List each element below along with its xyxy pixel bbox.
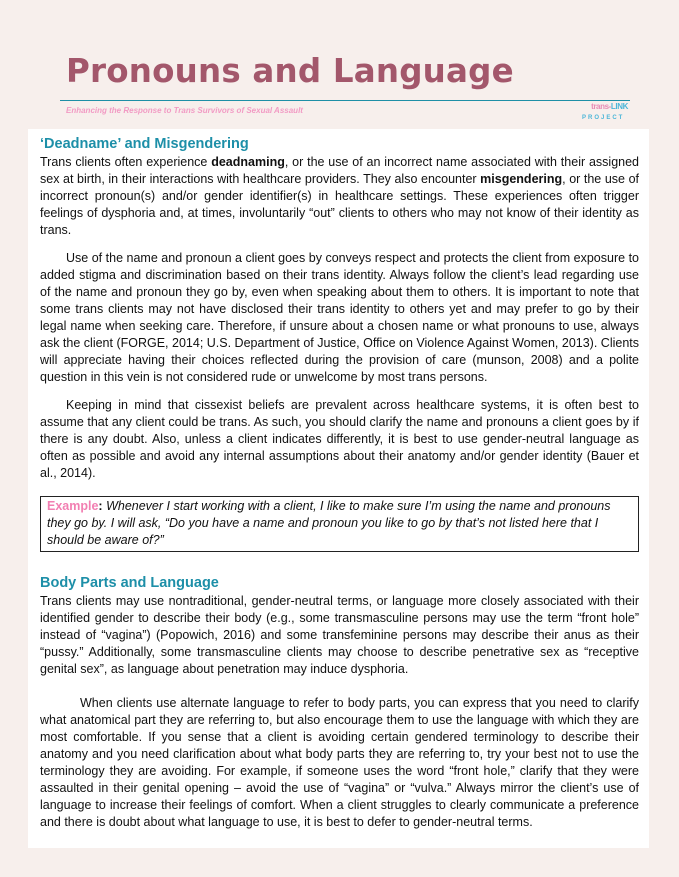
paragraph-alternate-language: When clients use alternate language to refer to body parts, you can express that you need to clarify what anatomical part they are referring to, but also encourage them to use the language with which they are most comfortable. If you sense that a client is avoiding certain gendered terminology to describe their anatomy and you need clarification about what body parts they are referring to, try your best not to use the terminology they are avoiding. For example, if someone uses the word “front hole,” clarify that they were assaulted in their genital opening – avoid the use of “vagina” or “vulva.” Always mirror the client’s use of language to increase their feelings of comfort. When a client struggles to clearly communicate a preference and there is doubt about what language to use, it is best to defer to gender-neutral terms. (40, 696, 639, 829)
term-deadnaming: deadnaming (211, 155, 285, 169)
page-title: Pronouns and Language (66, 52, 514, 90)
example-label: Example (47, 499, 99, 513)
paragraph-body-terms: Trans clients may use nontraditional, gender-neutral terms, or language more closely associated with their identified gender to describe their body (e.g., some transmasculine persons may use the term “front hole” instead of “vagina”) (Popowich, 2016) and some transfeminine persons may describe their anus as their “pussy.” Additionally, some transmasculine clients may choose to describe penetrative sex as “receptive genital sex”, as language about penetration may induce dysphoria. (40, 594, 639, 676)
section-heading-body-parts: Body Parts and Language (40, 575, 219, 591)
section-heading-deadname: ‘Deadname’ and Misgendering (40, 136, 249, 152)
example-text: Whenever I start working with a client, I like to make sure I’m using the name and pronouns they go by. I will ask, “Do you have a name and pronoun you like to go by that’s not listed here that I should be aware of?” (47, 499, 611, 547)
trans-link-logo: trans-LINK PROJECT (578, 102, 632, 124)
logo-project-text: PROJECT (582, 115, 625, 121)
paragraph-deadnaming: Trans clients often experience deadnaming, or the use of an incorrect name associated with their assigned sex at birth, in their interactions with healthcare providers. They also encounter misgendering, or the use of incorrect pronoun(s) and/or gender identifier(s) in healthcare settings. These experiences often trigger feelings of dysphoria and, at times, involuntarily “out” clients to others who may not know of their identity as trans. (40, 155, 640, 237)
paragraph-name-pronoun: Use of the name and pronoun a client goes by conveys respect and protects the client from exposure to added stigma and discrimination based on their trans identity. Always follow the client’s lead regarding use of the name and pronoun they go by, even when speaking about them to others. It is important to note that some trans clients may not have disclosed their trans identity to others yet and may prefer to go by their legal name when seeking care. Therefore, if unsure about a chosen name or what pronouns to use, always ask the client (FORGE, 2014; U.S. Department of Justice, Office on Violence Against Women, 2013). Clients will appreciate having their choices reflected during the provision of care (munson, 2008) and a polite question in this vein is not considered rude or unwelcome by most trans persons. (40, 251, 639, 384)
example-callout: Example: Whenever I start working with a client, I like to make sure I’m using the name and pronouns they go by. I will ask, “Do you have a name and pronoun you like to go by that’s not listed here that I should be aware of?” (40, 496, 639, 552)
paragraph-cissexist: Keeping in mind that cissexist beliefs are prevalent across healthcare systems, it is often best to assume that any client could be trans. As such, you should clarify the name and pronouns a client goes by if there is any doubt. Also, unless a client indicates differently, it is best to use gender-neutral language as often as possible and avoid any internal assumptions about their anatomy and/or gender identity (Bauer et al., 2014). (40, 398, 639, 480)
content-panel (28, 129, 649, 848)
logo-link-text: LINK (610, 102, 628, 111)
page-subtitle: Enhancing the Response to Trans Survivors of Sexual Assault (66, 106, 303, 115)
logo-trans-text: trans (591, 102, 609, 111)
term-misgendering: misgendering (480, 172, 563, 186)
header-divider (60, 100, 630, 101)
